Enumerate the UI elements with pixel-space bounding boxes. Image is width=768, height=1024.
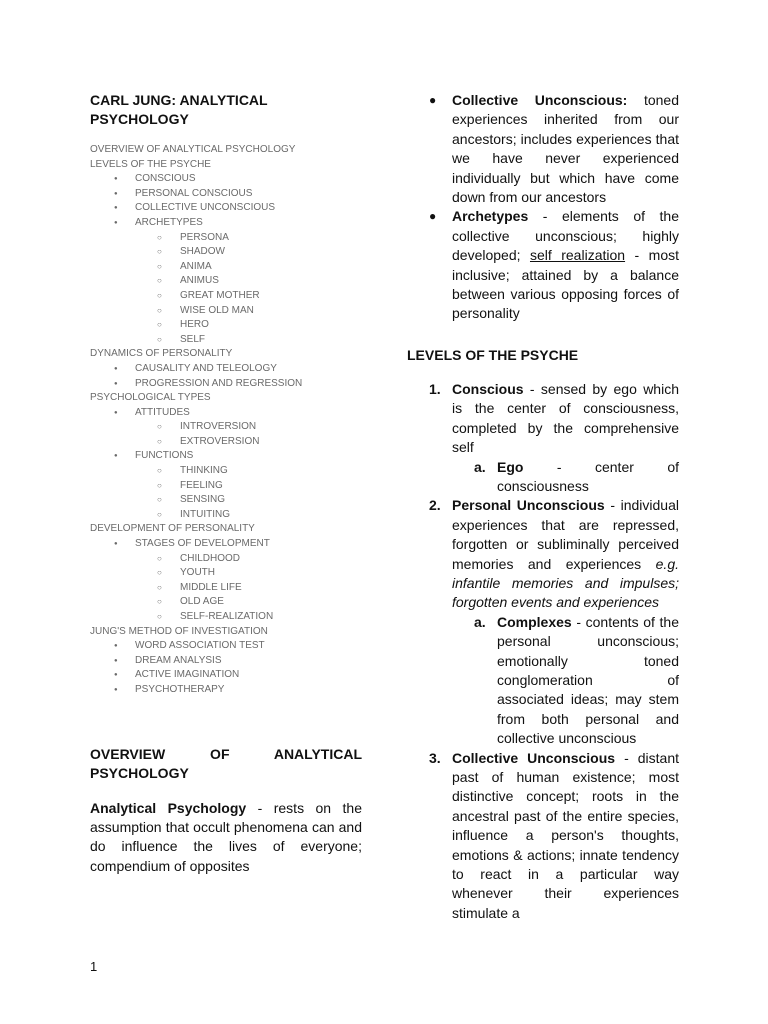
- level-item-collective-unconscious: [407, 749, 679, 924]
- item-term: Conscious: [452, 380, 524, 397]
- toc-subsubitem: ○ YOUTH: [90, 566, 362, 581]
- sub-item-letter: a.: [474, 613, 486, 630]
- levels-list: [407, 380, 679, 923]
- table-of-contents: [90, 143, 362, 698]
- toc-subitem: ● PERSONAL CONSCIOUS: [90, 187, 362, 202]
- sub-item-letter: a.: [474, 458, 486, 475]
- toc-section: JUNG'S METHOD OF INVESTIGATION: [90, 625, 268, 637]
- sub-item-complexes: [452, 613, 679, 749]
- toc-subsubitem: ○ INTROVERSION: [90, 420, 362, 435]
- toc-subsubitem: ○ CHILDHOOD: [90, 552, 362, 567]
- toc-subitem: ● ACTIVE IMAGINATION: [90, 668, 362, 683]
- underlined-term: self realization: [529, 247, 626, 264]
- bullet-collective-unconscious: [407, 91, 679, 207]
- toc-subsubitem: ○ SELF-REALIZATION: [90, 610, 362, 625]
- levels-heading: LEVELS OF THE PSYCHE: [407, 346, 579, 363]
- toc-subitem: ● PROGRESSION AND REGRESSION: [90, 377, 362, 392]
- item-number: 2.: [429, 497, 441, 514]
- bullet-archetypes: [407, 207, 679, 323]
- bullet-term: Archetypes: [452, 208, 529, 225]
- toc-subitem: ● DREAM ANALYSIS: [90, 654, 362, 669]
- item-number: 3.: [429, 749, 441, 766]
- item-text: - sensed by ego which is the center of consciousness, completed by the comprehensive self: [452, 380, 679, 456]
- toc-subitem: ● PSYCHOTHERAPY: [90, 683, 362, 698]
- sub-item-term: Ego: [497, 458, 524, 475]
- overview-heading: OVERVIEW OF ANALYTICAL PSYCHOLOGY: [90, 745, 362, 781]
- page-number: 1: [90, 959, 98, 974]
- toc-section: DYNAMICS OF PERSONALITY: [90, 348, 233, 360]
- toc-subsubitem: ○ ANIMA: [90, 260, 362, 275]
- toc-subitem: ● COLLECTIVE UNCONSCIOUS: [90, 201, 362, 216]
- toc-subsubitem: ○ INTUITING: [90, 508, 362, 523]
- toc-section: OVERVIEW OF ANALYTICAL PSYCHOLOGY: [90, 144, 296, 155]
- toc-subitem: ● CAUSALITY AND TELEOLOGY: [90, 362, 362, 377]
- toc-subsubitem: ○ THINKING: [90, 464, 362, 479]
- level-item-conscious: [407, 380, 679, 496]
- sub-item-term: Complexes: [497, 613, 572, 630]
- left-column: [90, 91, 362, 876]
- toc-subsubitem: ○ WISE OLD MAN: [90, 304, 362, 319]
- sub-item-text: - contents of the personal unconscious; emotionally toned conglomeration of associated ideas; may stem from both personal and collective unconscious: [497, 613, 679, 747]
- toc-subsubitem: ○ SHADOW: [90, 245, 362, 260]
- item-text: - individual experiences that are repressed, forgotten or subliminally perceived memories and experiences: [452, 497, 679, 572]
- sub-item-ego: [452, 458, 679, 497]
- toc-section: DEVELOPMENT OF PERSONALITY: [90, 523, 255, 535]
- toc-subsubitem: ○ HERO: [90, 318, 362, 333]
- sublist: [452, 458, 679, 497]
- toc-subitem: ● ARCHETYPES: [90, 216, 362, 231]
- unconscious-bullets: [407, 91, 679, 324]
- bullet-term: Collective Unconscious:: [452, 92, 628, 108]
- toc-subsubitem: ○ GREAT MOTHER: [90, 289, 362, 304]
- document-title: CARL JUNG: ANALYTICAL PSYCHOLOGY: [90, 92, 268, 127]
- right-column: [407, 91, 679, 923]
- toc-subitem: ● ATTITUDES: [90, 406, 362, 421]
- item-text: - distant past of human existence; most distinctive concept; roots in the ancestral past of the entire species, influence a person's thoughts, emotions & actions; innate tendency to react in a particular way whenever their experiences stimulate a: [452, 749, 679, 921]
- toc-section: PSYCHOLOGICAL TYPES: [90, 392, 211, 404]
- sub-item-text: - center of consciousness: [497, 458, 679, 494]
- bullet-text: toned experiences inherited from our ancestors; includes experiences that we have never experienced individually but which have come down from our ancestors: [452, 92, 679, 206]
- bullet-text: - most inclusive; attained by a balance between various opposing forces of personality: [452, 247, 679, 322]
- overview-definition-text: - rests on the assumption that occult phenomena can and do influence the lives of everyone; compendium of opposites: [90, 799, 363, 874]
- toc-subsubitem: ○ SELF: [90, 333, 362, 348]
- toc-subsubitem: ○ FEELING: [90, 479, 362, 494]
- toc-subitem: ● CONSCIOUS: [90, 172, 362, 187]
- bullet-text: - elements of the collective unconscious; highly developed;: [452, 208, 679, 264]
- item-term: Personal Unconscious: [452, 497, 605, 514]
- toc-subsubitem: ○ SENSING: [90, 493, 362, 508]
- item-number: 1.: [429, 380, 441, 397]
- toc-subsubitem: ○ MIDDLE LIFE: [90, 581, 362, 596]
- toc-subsubitem: ○ OLD AGE: [90, 595, 362, 610]
- sublist: [452, 613, 679, 749]
- toc-subitem: ● STAGES OF DEVELOPMENT: [90, 537, 362, 552]
- toc-subitem: ● FUNCTIONS: [90, 449, 362, 464]
- overview-term: Analytical Psychology: [90, 799, 247, 816]
- level-item-personal-unconscious: [407, 496, 679, 748]
- toc-section: LEVELS OF THE PSYCHE: [90, 158, 211, 170]
- item-term: Collective Unconscious: [452, 749, 616, 766]
- overview-definition: [90, 799, 362, 877]
- toc-subsubitem: ○ EXTROVERSION: [90, 435, 362, 450]
- item-example: e.g. infantile memories and impulses; forgotten events and experiences: [452, 555, 679, 611]
- toc-subsubitem: ○ PERSONA: [90, 231, 362, 246]
- toc-subsubitem: ○ ANIMUS: [90, 274, 362, 289]
- toc-subitem: ● WORD ASSOCIATION TEST: [90, 639, 362, 654]
